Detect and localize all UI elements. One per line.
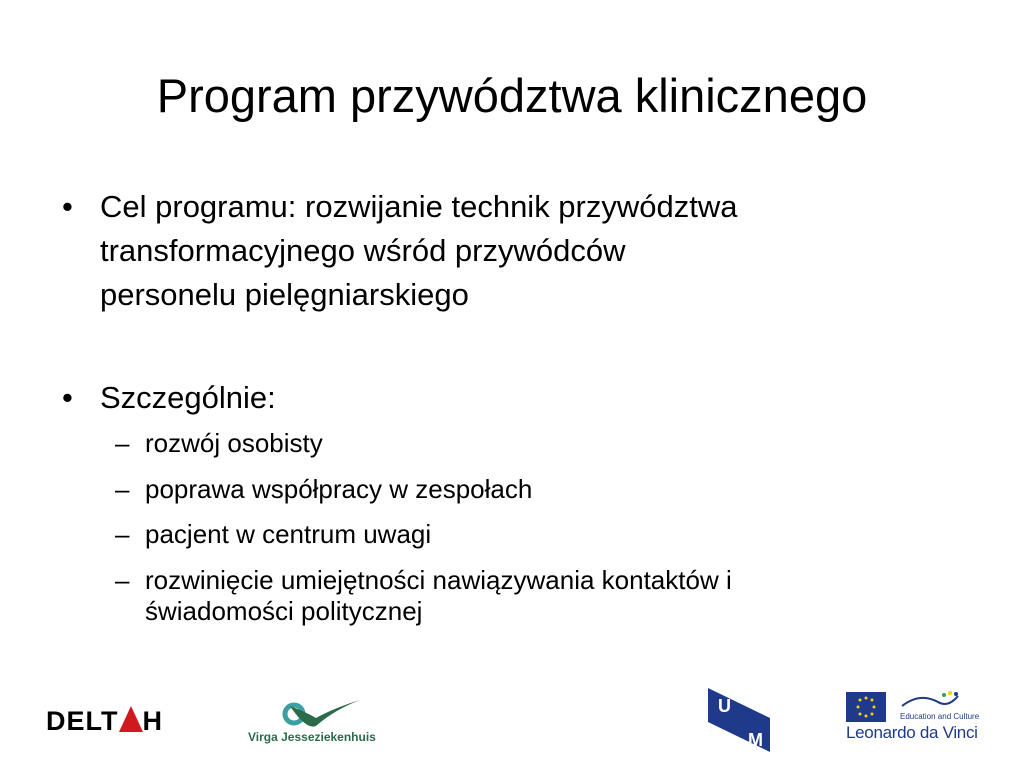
virga-logo [248,692,388,748]
sub-bullet-text: poprawa współpracy w zespołach [145,474,533,504]
sub-bullet-item [115,519,955,550]
eu-flag-icon [846,692,886,722]
bullet-item-goal [62,185,962,317]
leonardo-logo-name: Leonardo da Vinci [846,723,978,742]
sub-bullet-item [115,474,955,505]
dash-mark: – [115,474,130,504]
sub-bullet-item [115,565,955,627]
bullet-mark: • [62,380,73,415]
dash-mark: – [115,428,130,458]
sub-bullet-text: rozwój osobisty [145,428,323,458]
sub-bullet-text: pacjent w centrum uwagi [145,519,432,549]
leonardo-swirl-icon [900,690,960,712]
um-logo [708,688,770,752]
sub-bullet-text-line: rozwinięcie umiejętności nawiązywania kontaktów i [145,565,732,595]
virga-logo-name: Virga Jesseziekenhuis [248,730,376,744]
sub-bullet-item [115,428,955,459]
um-logo-mark [708,688,770,752]
dash-mark: – [115,565,130,595]
leonardo-logo-subtitle: Education and Culture [900,712,980,721]
deltah-logo-text-left: DELT [46,706,119,736]
bullet-mark: • [62,189,73,224]
red-triangle-icon [119,706,143,732]
um-letter-u: U [718,696,731,716]
bullet-text: Szczególnie: [100,380,276,415]
bullet-item-especially [62,376,962,420]
deltah-logo-text-right: H [142,706,163,736]
bullet-text-line: Cel programu: rozwijanie technik przywództwa [100,189,738,224]
deltah-logo [46,704,163,738]
leonardo-logo [846,690,980,746]
um-letter-m: M [748,730,763,750]
virga-swoosh-icon [276,692,366,730]
sub-bullet-text-line: świadomości politycznej [145,596,423,626]
bullet-text-line: personelu pielęgniarskiego [100,277,469,312]
slide-title: Program przywództwa klinicznego [156,69,868,122]
bullet-text-line: transformacyjnego wśród przywódców [100,233,626,268]
dash-mark: – [115,519,130,549]
